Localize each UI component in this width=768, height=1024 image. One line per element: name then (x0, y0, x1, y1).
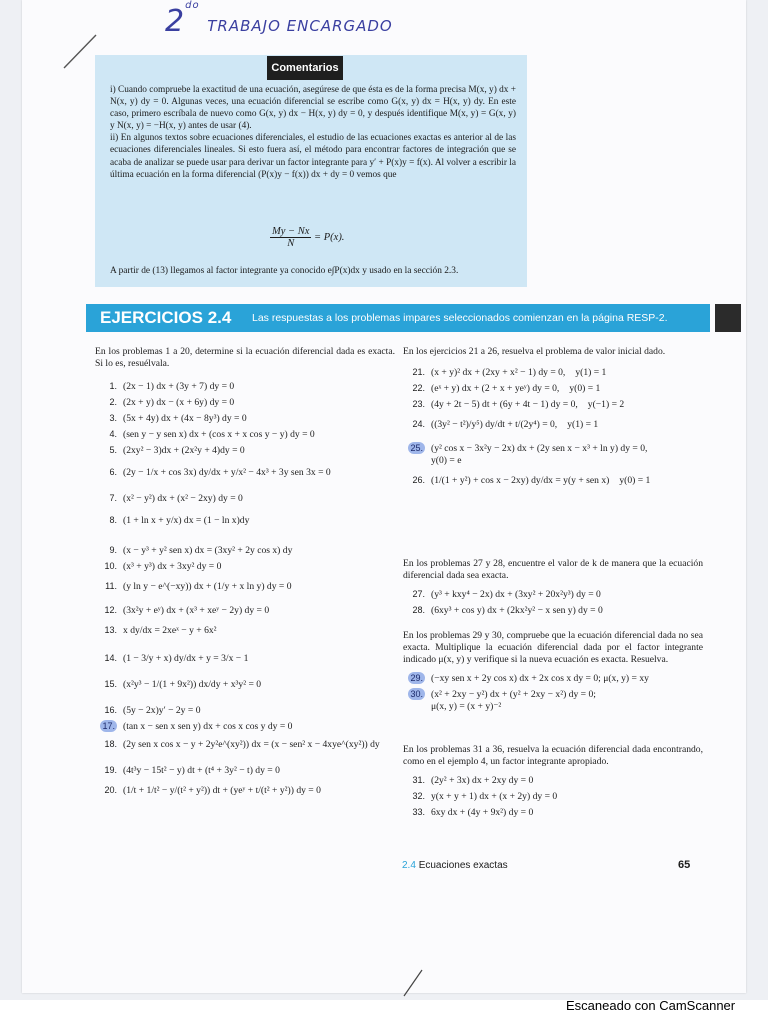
exercise-number: 1. (109, 381, 117, 391)
exercise-equation: (eˣ + y) dx + (2 + x + yeʸ) dy = 0, (431, 383, 560, 394)
exercise-item (403, 790, 703, 803)
exercise-equation: (x + y)² dx + (2xy + x² − 1) dy = 0, (431, 367, 566, 378)
exercise-equation: (2y² + 3x) dx + 2xy dy = 0 (431, 775, 534, 786)
exercise-equation: (1/(1 + y²) + cos x − 2xy) dy/dx = y(y + sen x) (431, 475, 610, 486)
exercises-subtitle: Las respuestas a los problemas impares seleccionados comienzan en la página RESP-2. (252, 312, 668, 324)
exercise-item (403, 774, 703, 787)
exercise-equation: (x³ + y³) dx + 3xy² dy = 0 (123, 561, 222, 572)
intro-problems-29-30: En los problemas 29 y 30, compruebe que la ecuación diferencial dada no sea exacta. Multiplique la ecuación diferencial dada por el factor integrante indicado μ(x, y) y verifique si la nueva ecuación es exacta. Resuelva. (403, 630, 703, 665)
exercise-number: 18. (104, 739, 117, 749)
exercise-equation: (5x + 4y) dx + (4x − 8y³) dy = 0 (123, 413, 247, 424)
exercise-number: 33. (412, 807, 425, 817)
exercise-item (403, 366, 703, 379)
exercise-number: 7. (109, 493, 117, 503)
exercise-equation: (1 + ln x + y/x) dx = (1 − ln x)dy (123, 515, 250, 526)
initial-condition: y(−1) = 2 (587, 399, 625, 410)
exercise-item (95, 764, 395, 777)
initial-condition: y(0) = e (431, 455, 462, 466)
exercise-item (403, 442, 703, 467)
exercise-equation: x dy/dx = 2xeˣ − y + 6x² (123, 625, 217, 636)
exercise-number: 14. (104, 653, 117, 663)
exercise-equation: (y ln y − e^(−xy)) dx + (1/y + x ln y) dy = 0 (123, 581, 292, 592)
exercise-equation: (tan x − sen x sen y) dx + cos x cos y dy = 0 (123, 721, 293, 732)
exercises-title: EJERCICIOS 2.4 (100, 308, 232, 327)
exercise-equation: (2x + y) dx − (x + 6y) dy = 0 (123, 397, 235, 408)
exercise-item (95, 704, 395, 717)
exercise-equation: (y² cos x − 3x²y − 2x) dx + (2y sen x − x³ + ln y) dy = 0, (431, 443, 648, 454)
formula-rhs: = P(x). (314, 231, 345, 243)
intro-problems-31-36: En los problemas 31 a 36, resuelva la ecuación diferencial dada encontrando, como en el ejemplo 4, un factor integrante apropiado. (403, 744, 703, 767)
comment-formula (270, 226, 344, 249)
exercise-item (403, 418, 703, 431)
exercise-item (95, 396, 395, 409)
exercise-equation: (2y − 1/x + cos 3x) dy/dx + y/x² − 4x³ + 3y sen 3x = 0 (123, 467, 331, 478)
exercise-item (95, 444, 395, 457)
exercise-equation: (2x − 1) dx + (3y + 7) dy = 0 (123, 381, 235, 392)
exercise-item (95, 604, 395, 617)
exercise-item (95, 428, 395, 441)
comments-header: Comentarios (267, 56, 343, 80)
exercise-item (403, 672, 703, 685)
intro-problems-27-28: En los problemas 27 y 28, encuentre el valor de k de manera que la ecuación diferencial dada sea exacta. (403, 558, 703, 581)
exercise-item (403, 474, 703, 487)
exercise-number: 2. (109, 397, 117, 407)
exercise-number: 9. (109, 545, 117, 555)
handwritten-number: 2 (165, 4, 186, 39)
exercise-number: 4. (109, 429, 117, 439)
exercise-item (95, 380, 395, 393)
exercise-equation: (sen y − y sen x) dx + (cos x + x cos y − y) dy = 0 (123, 429, 315, 440)
exercise-number: 8. (109, 515, 117, 525)
exercise-item (95, 624, 395, 637)
footer-section-name: Ecuaciones exactas (418, 860, 508, 871)
exercise-item (403, 382, 703, 395)
exercise-equation: (1 − 3/y + x) dy/dx + y = 3/x − 1 (123, 653, 249, 664)
exercise-number: 15. (104, 679, 117, 689)
exercises-right-column (403, 346, 703, 486)
exercise-item (403, 604, 703, 617)
camscanner-watermark: Escaneado con CamScanner (566, 998, 736, 1013)
exercise-equation: (3x²y + eʸ) dx + (x³ + xeʸ − 2y) dy = 0 (123, 605, 270, 616)
exercise-number: 11. (105, 581, 117, 591)
exercise-equation: (x² − y²) dx + (x² − 2xy) dy = 0 (123, 493, 243, 504)
exercise-number (403, 442, 425, 454)
exercise-number (95, 720, 117, 732)
exercise-item (403, 398, 703, 411)
exercise-item (95, 720, 395, 733)
formula-numerator: My − Nx (272, 226, 310, 237)
exercises-right-block-3 (403, 630, 703, 712)
exercise-equation: y(x + y + 1) dx + (x + 2y) dy = 0 (431, 791, 558, 802)
exercise-equation: (y³ + kxy⁴ − 2x) dx + (3xy² + 20x²y³) dy = 0 (431, 589, 601, 600)
exercise-number: 16. (104, 705, 117, 715)
exercise-number (403, 672, 425, 684)
exercise-number: 10. (104, 561, 117, 571)
exercise-equation: (5y − 2x)y′ − 2y = 0 (123, 705, 201, 716)
exercise-number: 31. (412, 775, 425, 785)
exercise-item (95, 678, 395, 691)
exercise-number: 21. (412, 367, 425, 377)
exercise-item (95, 492, 395, 505)
exercise-number (403, 688, 425, 700)
exercise-equation: (4t³y − 15t² − y) dt + (t⁴ + 3y² − t) dy = 0 (123, 765, 280, 776)
exercise-number: 3. (109, 413, 117, 423)
exercise-item (95, 514, 395, 527)
exercises-right-block-2 (403, 558, 703, 616)
exercise-number: 12. (104, 605, 117, 615)
pen-stroke-mark-bottom (400, 968, 425, 998)
exercise-item (95, 580, 395, 593)
exercise-equation: (x²y³ − 1/(1 + 9x²)) dx/dy + x³y² = 0 (123, 679, 262, 690)
exercise-item (95, 466, 395, 479)
initial-condition: y(1) = 1 (575, 367, 607, 378)
comment-paragraph-1: i) Cuando compruebe la exactitud de una ecuación, asegúrese de que ésta es de la forma precisa M(x, y) dx + N(x, y) dy = 0. Algunas veces, una ecuación diferencial se escribe como G(x, y) dx = H(x, y) dy. En este caso, primero escríbala de nuevo como G(x, y) dx − H(x, y) dy = 0, y después identifique M(x, y) = G(x, y) y N(x, y) = −H(x, y) antes de usar (4). (110, 85, 516, 132)
exercise-equation: (2xy² − 3)dx + (2x²y + 4)dy = 0 (123, 445, 245, 456)
highlight-mark: 29. (410, 673, 423, 683)
exercise-number: 19. (104, 765, 117, 775)
exercise-number: 32. (412, 791, 425, 801)
exercise-item (95, 652, 395, 665)
exercise-equation: (x² + 2xy − y²) dx + (y² + 2xy − x²) dy = 0; (431, 689, 596, 700)
comment-paragraph-2: ii) En algunos textos sobre ecuaciones diferenciales, el estudio de las ecuaciones exactas es anterior al de las ecuaciones diferenciales lineales. Si esto fuera así, el método para encontrar factores de integración que se acaba de analizar se puede usar para derivar un factor integrante para y′ + P(x)y = f(x). Al volver a escribir la última ecuación en la forma diferencial (P(x)y − f(x)) dx + dy = 0 vemos que (110, 133, 516, 180)
formula-denominator: N (287, 238, 295, 249)
exercise-number: 23. (412, 399, 425, 409)
exercise-number: 26. (412, 475, 425, 485)
initial-condition: y(0) = 1 (569, 383, 601, 394)
exercise-equation: (4y + 2t − 5) dt + (6y + 4t − 1) dy = 0, (431, 399, 578, 410)
chapter-tab (715, 304, 741, 332)
exercise-equation: ((3y² − t²)/y⁵) dy/dt + t/(2y⁴) = 0, (431, 419, 558, 430)
highlight-mark: 30. (410, 689, 423, 699)
handwritten-superscript: do (185, 0, 200, 11)
comment-final-line: A partir de (13) llegamos al factor integrante ya conocido e∫P(x)dx y usado en la sección 2.3. (110, 266, 459, 276)
exercise-item (95, 560, 395, 573)
exercise-number: 20. (104, 785, 117, 795)
initial-condition: y(0) = 1 (619, 475, 651, 486)
exercise-equation: (2y sen x cos x − y + 2y²e^(xy²)) dx = (x − sen² x − 4xye^(xy²)) dy (123, 739, 380, 750)
exercise-item (95, 738, 395, 751)
exercise-number: 24. (412, 419, 425, 429)
formula-fraction (270, 226, 311, 249)
exercise-number: 22. (412, 383, 425, 393)
intro-problems-1-20: En los problemas 1 a 20, determine si la ecuación diferencial dada es exacta. Si lo es, resuélvala. (95, 346, 395, 369)
exercise-equation: (6xy³ + cos y) dx + (2kx²y² − x sen y) dy = 0 (431, 605, 603, 616)
intro-problems-21-26: En los ejercicios 21 a 26, resuelva el problema de valor inicial dado. (403, 346, 666, 357)
exercises-left-column (95, 346, 395, 796)
exercise-equation-line-2: μ(x, y) = (x + y)⁻² (431, 701, 502, 712)
comments-text (110, 84, 516, 181)
exercise-equation: 6xy dx + (4y + 9x²) dy = 0 (431, 807, 534, 818)
footer-section-number: 2.4 (402, 860, 416, 871)
highlight-mark: 25. (410, 443, 423, 453)
page-number: 65 (678, 859, 691, 871)
exercise-number: 13. (104, 625, 117, 635)
exercise-number: 27. (412, 589, 425, 599)
handwritten-text: TRABAJO ENCARGADO (207, 17, 393, 35)
exercise-number: 28. (412, 605, 425, 615)
highlight-mark: 17. (102, 721, 115, 731)
exercise-item (403, 806, 703, 819)
initial-condition: y(1) = 1 (567, 419, 599, 430)
exercise-item (95, 544, 395, 557)
exercise-equation: (x − y³ + y² sen x) dx = (3xy² + 2y cos x) dy (123, 545, 293, 556)
handwritten-title (165, 0, 425, 44)
exercise-item (95, 412, 395, 425)
exercise-item (403, 688, 703, 713)
exercises-right-block-4 (403, 744, 703, 818)
exercise-number: 5. (109, 445, 117, 455)
pen-stroke-mark (60, 32, 100, 72)
exercise-item (95, 784, 395, 797)
exercise-item (403, 588, 703, 601)
exercise-number: 6. (109, 467, 117, 477)
footer-section (402, 860, 508, 871)
exercise-equation: (−xy sen x + 2y cos x) dx + 2x cos x dy = 0; μ(x, y) = xy (431, 673, 649, 684)
exercise-equation: (1/t + 1/t² − y/(t² + y²)) dt + (yeʸ + t/(t² + y²)) dy = 0 (123, 785, 321, 796)
